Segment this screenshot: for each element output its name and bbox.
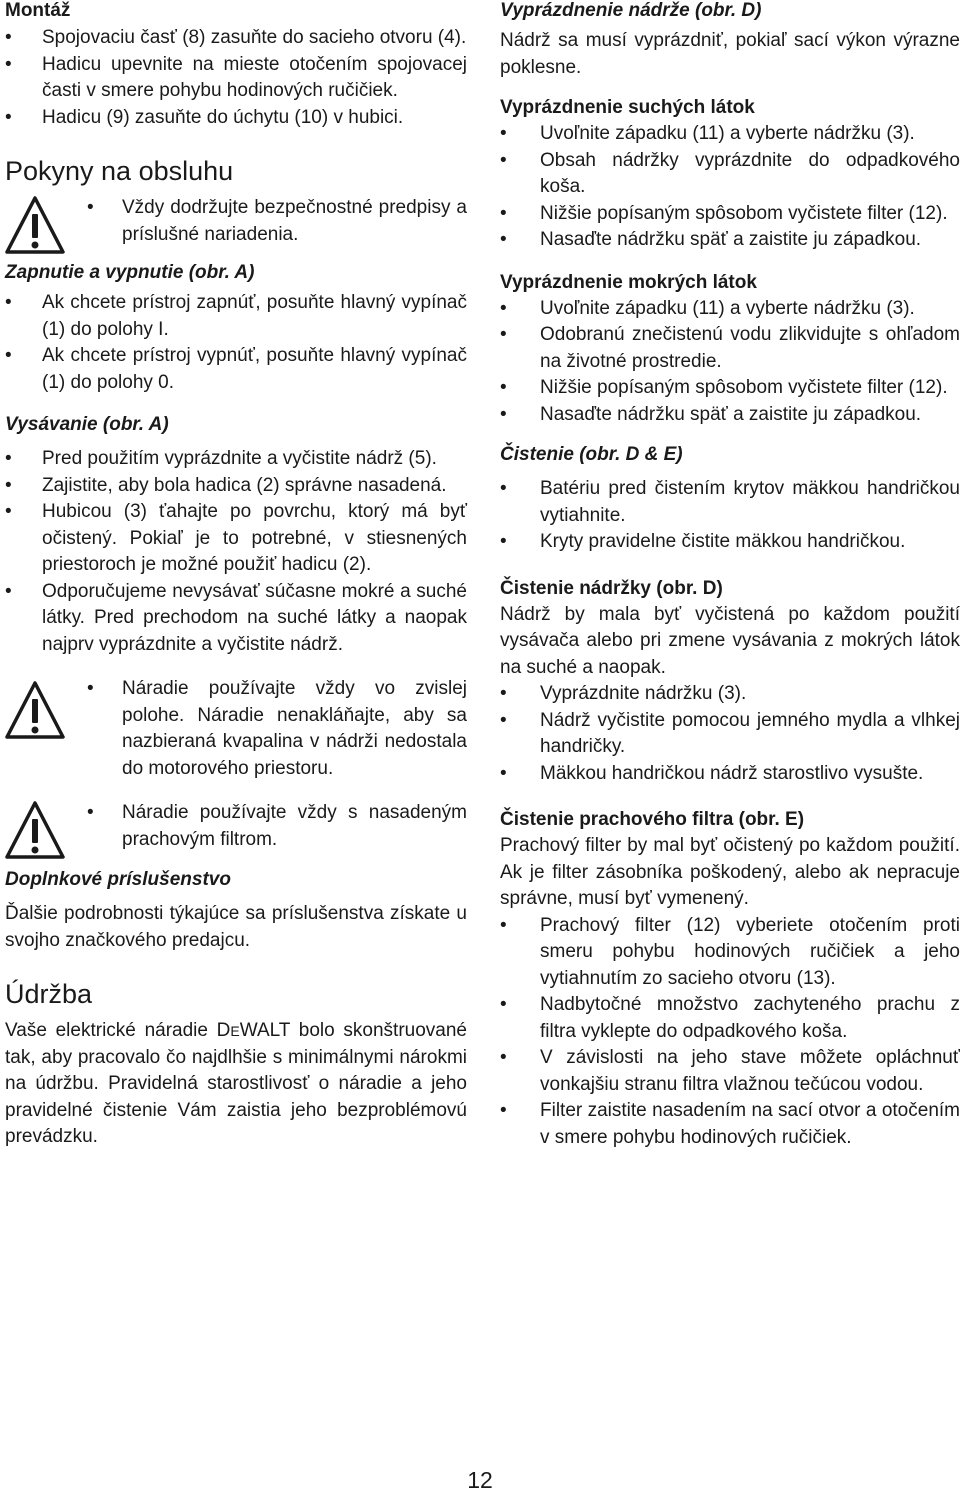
page-number: 12 (467, 1467, 493, 1493)
warning-text: • Náradie používajte vždy vo zvislej polohe. Náradie nenakláňajte, aby sa nazbieraná kvapalina v nádrži nedostala do motorového priestoru. (87, 676, 467, 782)
list-item: • Hadicu (9) zasuňte do úchytu (10) v hubici. (5, 105, 467, 132)
heading-mokre: Vyprázdnenie mokrých látok (500, 271, 757, 293)
list-item: • Hubicou (3) ťahajte po povrchu, ktorý má byť očistený. Pokiaľ je to potrebné, v stiesnených priestoroch je možné použiť hadicu (2). (5, 499, 467, 579)
list-item: • Ak chcete prístroj zapnúť, posuňte hlavný vypínač (1) do polohy I. (5, 290, 467, 343)
vyprazdnenie-text: Nádrž sa musí vyprázdniť, pokiaľ sací výkon výrazne poklesne. (500, 30, 960, 78)
cistenie-nadrzky-text: Nádrž by mala byť vyčistená po každom použití vysávača alebo pri zmene vysávania z mokrých látok na suché a naopak. (500, 603, 960, 678)
warning-triangle-icon (5, 195, 65, 255)
filter-text: Prachový filter by mal byť očistený po každom použití. Ak je filter zásobníka poškodený, alebo ak nepracuje správne, musí byť vymenený. (500, 835, 960, 909)
list-item: • Nasaďte nádržku späť a zaistite ju západkou. (500, 402, 960, 429)
list-item: • Odobranú znečistenú vodu zlikvidujte s ohľadom na životné prostredie. (500, 322, 960, 375)
heading-vyprazdnenie: Vyprázdnenie nádrže (obr. D) (500, 0, 762, 21)
list-item: • Nadbytočné množstvo zachyteného prachu z filtra vyklepte do odpadkového koša. (500, 992, 960, 1045)
heading-udrzba: Údržba (5, 979, 93, 1009)
warning-block (5, 800, 467, 853)
section-vysavanie (5, 412, 467, 853)
section-prislusenstvo (5, 867, 467, 954)
list-item: • Filter zaistite nasadením na sací otvor a otočením v smere pohybu hodinových ručičiek. (500, 1098, 960, 1151)
section-mokre (500, 270, 960, 429)
list-item: • V závislosti na jeho stave môžete opláchnuť vonkajšiu stranu filtra vlažnou tečúcou vodou. (500, 1045, 960, 1098)
list-item: • Ak chcete prístroj vypnúť, posuňte hlavný vypínač (1) do polohy 0. (5, 343, 467, 396)
warning-triangle-icon (5, 680, 65, 740)
warning-text: • Vždy dodržujte bezpečnostné predpisy a príslušné nariadenia. (87, 195, 467, 248)
heading-obsluha: Pokyny na obsluhu (5, 156, 234, 186)
list-item: • Nižšie popísaným spôsobom vyčistete filter (12). (500, 201, 960, 228)
section-suche (500, 95, 960, 254)
list-item: • Kryty pravidelne čistite mäkkou handričkou. (500, 529, 960, 556)
section-obsluha (5, 155, 467, 248)
warning-block (5, 195, 467, 248)
heading-cistenie-nadrzky: Čistenie nádržky (obr. D) (500, 577, 723, 599)
prislusenstvo-text: Ďalšie podrobnosti týkajúce sa príslušenstva získate u svojho značkového predajcu. (5, 903, 467, 951)
list-item: • Hadicu upevnite na mieste otočením spojovacej časti v smere pohybu hodinových ručičiek. (5, 52, 467, 105)
section-zapnutie (5, 260, 467, 396)
list-item: • Mäkkou handričkou nádrž starostlivo vysušte. (500, 761, 960, 788)
list-item: • Odporučujeme nevysávať súčasne mokré a suché látky. Pred prechodom na suché látky a naopak najprv vyprázdnite a vyčistite nádrž. (5, 579, 467, 659)
list-item: • Spojovaciu časť (8) zasuňte do sacieho otvoru (4). (5, 25, 467, 52)
list-item: • Uvoľnite západku (11) a vyberte nádržku (3). (500, 121, 960, 148)
section-cistenie (500, 442, 960, 556)
list-item: • Obsah nádržky vyprázdnite do odpadkového koša. (500, 148, 960, 201)
list-item: • Nasaďte nádržku späť a zaistite ju západkou. (500, 227, 960, 254)
list-item: • Nádrž vyčistite pomocou jemného mydla a vlhkej handričky. (500, 708, 960, 761)
warning-block (5, 676, 467, 782)
montaz-list (5, 25, 467, 131)
list-item: • Vyprázdnite nádržku (3). (500, 681, 960, 708)
heading-vysavanie: Vysávanie (obr. A) (5, 414, 169, 435)
right-column (500, 0, 960, 1151)
section-montaz (5, 0, 467, 131)
left-column (5, 0, 467, 1151)
section-filter (500, 807, 960, 1151)
heading-filter: Čistenie prachového filtra (obr. E) (500, 809, 805, 830)
list-item: • Zajistite, aby bola hadica (2) správne nasadená. (5, 473, 467, 500)
list-item: • Uvoľnite západku (11) a vyberte nádržku (3). (500, 296, 960, 323)
list-item: • Prachový filter (12) vyberiete otočením proti smeru pohybu hodinových ručičiek a jeho vytiahnutím zo sacieho otvoru (13). (500, 913, 960, 993)
list-item: • Nižšie popísaným spôsobom vyčistete filter (12). (500, 375, 960, 402)
udrzba-text: Vaše elektrické náradie DEWALT bolo skonštruované tak, aby pracovalo čo najdlhšie s minimálnymi nárokmi na údržbu. Pravidelná starostlivosť o náradie a jeho pravidelné čistenie Vám zaistia jeho bezproblémovú prevádzku. (5, 1020, 467, 1147)
list-item: • Pred použitím vyprázdnite a vyčistite nádrž (5). (5, 446, 467, 473)
warning-text: • Náradie používajte vždy s nasadeným prachovým filtrom. (87, 800, 467, 853)
heading-prislusenstvo: Doplnkové príslušenstvo (5, 869, 231, 890)
section-udrzba (5, 978, 467, 1151)
list-item: • Batériu pred čistením krytov mäkkou handričkou vytiahnite. (500, 476, 960, 529)
heading-montaz: Montáž (5, 0, 71, 21)
heading-zapnutie: Zapnutie a vypnutie (obr. A) (5, 262, 255, 283)
warning-triangle-icon (5, 800, 65, 860)
heading-suche: Vyprázdnenie suchých látok (500, 97, 755, 118)
section-vyprazdnenie (500, 0, 960, 81)
heading-cistenie: Čistenie (obr. D & E) (500, 444, 683, 465)
section-cistenie-nadrzky (500, 576, 960, 788)
